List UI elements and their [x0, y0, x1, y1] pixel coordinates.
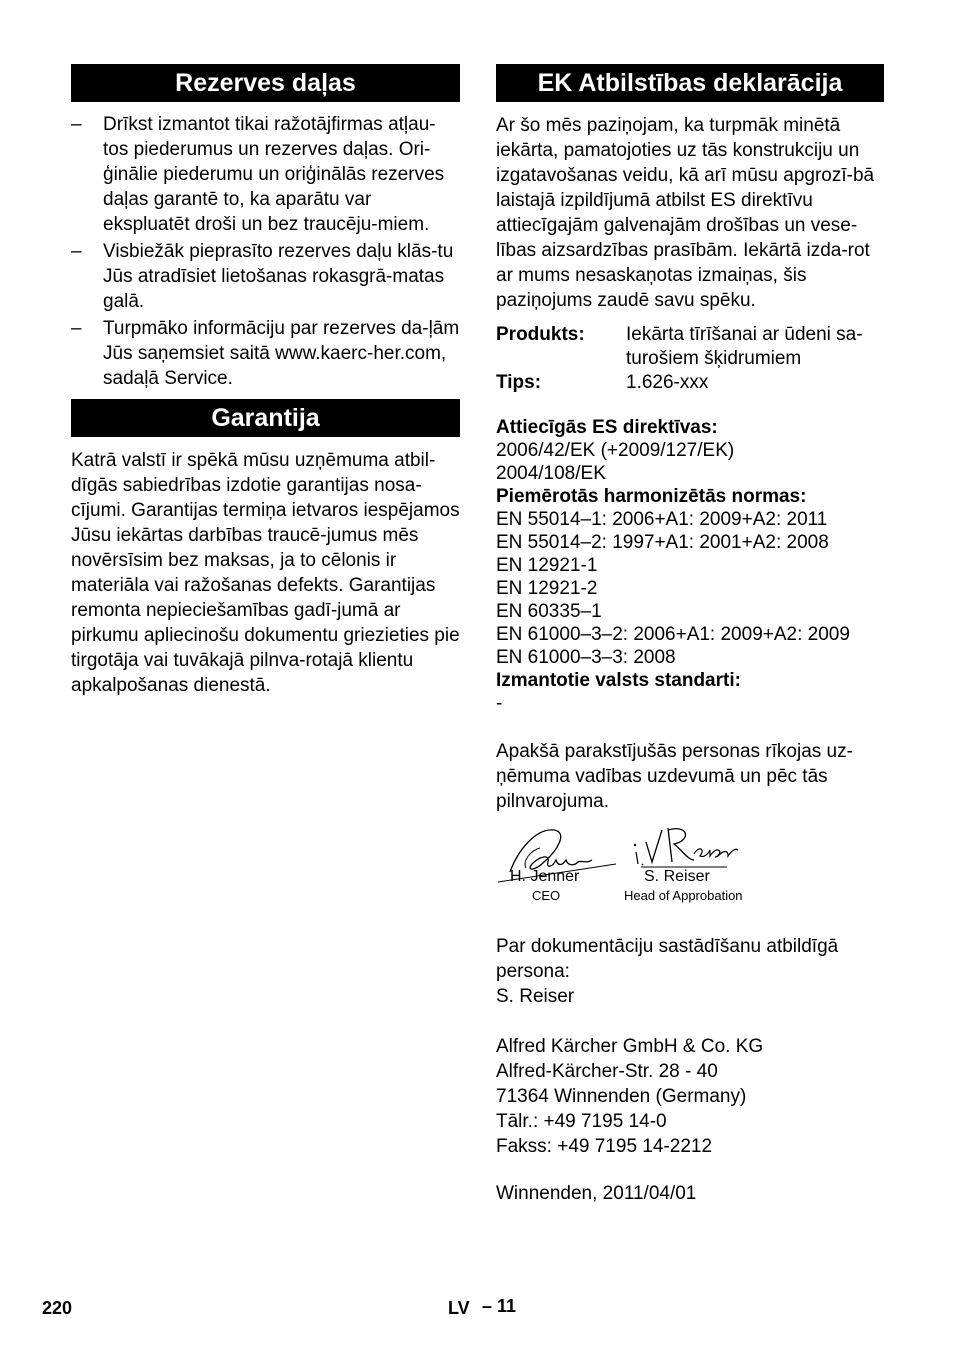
type-value: 1.626-xxx [626, 372, 709, 393]
list-item [71, 239, 460, 314]
list-item-text: Drīkst izmantot tikai ražotājfirmas atļau-tos piederumus un rezerves daļas. Ori-ģinālie piederumu un oriģinālās rezerves daļas garantē to, ka aparātu var ekspluatēt droši un bez traucēju-miem. [103, 114, 445, 235]
norm-item: EN 61000–3–2: 2006+A1: 2009+A2: 2009 [496, 624, 850, 645]
address-line: 71364 Winnenden (Germany) [496, 1086, 747, 1107]
page-number: 220 [42, 1298, 73, 1318]
signature-name-2: S. Reiser [644, 868, 710, 885]
national-label: Izmantotie valsts standarti: [496, 670, 741, 691]
dash-marker: – [71, 114, 82, 135]
doc-person-name: S. Reiser [496, 986, 575, 1007]
norms-label: Piemērotās harmonizētās normas: [496, 486, 807, 507]
directives-label: Attiecīgās ES direktīvas: [496, 417, 718, 438]
address-line: Alfred-Kärcher-Str. 28 - 40 [496, 1061, 718, 1082]
type-row [496, 371, 884, 395]
list-item-text: Visbiežāk pieprasīto rezerves daļu klās-tu Jūs atradīsiet lietošanas rokasgrā-matas galā. [103, 241, 454, 312]
declaration-intro: Ar šo mēs paziņojam, ka turpmāk minētā iekārta, pamatojoties uz tās konstrukciju un izgatavošanas veidu, kā arī mūsu apgrozī-bā laistajā izpildījumā atbilst ES direktīvu attiecīgajām galvenajām drošības un vese-lības aizsardzības prasībām. Iekārtā izda-rot ar mums nesaskaņotas izmaiņas, šis paziņojums zaudē savu spēku. [496, 115, 875, 311]
norm-item: EN 12921-2 [496, 578, 598, 599]
signature-title-1: CEO [532, 888, 561, 903]
norm-item: EN 55014–2: 1997+A1: 2001+A2: 2008 [496, 532, 829, 553]
address-block [496, 1034, 884, 1159]
section-page: – 11 [482, 1296, 517, 1316]
list-item [71, 112, 460, 237]
signature-title-2: Head of Approbation [624, 888, 743, 903]
address-line: Alfred Kärcher GmbH & Co. KG [496, 1036, 764, 1057]
left-column [71, 64, 460, 698]
spare-parts-heading: Rezerves daļas [71, 64, 460, 102]
dash-marker: – [71, 318, 82, 339]
list-item-text: Turpmāko informāciju par rezerves da-ļām Jūs saņemsiet saitā www.kaerc-her.com, sadaļā Service. [103, 318, 460, 389]
warranty-heading: Garantija [71, 399, 460, 437]
national-value: - [496, 693, 503, 714]
declaration-heading: EK Atbilstības deklarācija [496, 64, 884, 102]
directive-item: 2004/108/EK [496, 463, 606, 484]
address-line: Tālr.: +49 7195 14-0 [496, 1111, 667, 1132]
norm-item: EN 60335–1 [496, 601, 602, 622]
type-label: Tips: [496, 372, 542, 393]
spare-parts-list [71, 112, 460, 391]
signatories-text: Apakšā parakstījušās personas rīkojas uz-ņēmuma vadības uzdevumā un pēc tās pilnvarojuma. [496, 741, 853, 812]
norm-item: EN 55014–1: 2006+A1: 2009+A2: 2011 [496, 509, 828, 530]
right-column [496, 64, 884, 1206]
doc-person-text: Par dokumentāciju sastādīšanu atbildīgā persona: [496, 936, 839, 982]
product-value: Iekārta tīrīšanai ar ūdeni sa-turošiem šķidrumiem [626, 324, 863, 369]
directive-item: 2006/42/EK (+2009/127/EK) [496, 440, 735, 461]
dash-marker: – [71, 241, 82, 262]
product-row [496, 323, 884, 371]
signature-name-1: H. Jenner [510, 868, 580, 885]
signature-block [496, 820, 884, 925]
address-line: Fakss: +49 7195 14-2212 [496, 1136, 713, 1157]
warranty-text: Katrā valstī ir spēkā mūsu uzņēmuma atbil-dīgās sabiedrības izdotie garantijas nosa-cījumi. Garantijas termiņa ietvaros iespējamos Jūsu iekārtas darbības traucē-jumus mēs novērsīsim bez maksas, ja to cēlonis ir materiāla vai ražošanas defekts. Garantijas remonta nepieciešamības gadī-jumā ar pirkumu apliecinošu dokumentu griezieties pie tirgotāja vai tuvākajā pilnva-rotajā klientu apkalpošanas dienestā. [71, 450, 460, 696]
directives-block [496, 416, 884, 715]
list-item [71, 316, 460, 391]
product-info [496, 323, 884, 395]
product-label: Produkts: [496, 324, 585, 345]
place-date: Winnenden, 2011/04/01 [496, 1183, 697, 1204]
norm-item: EN 12921-1 [496, 555, 598, 576]
language-code: LV [448, 1298, 470, 1318]
norm-item: EN 61000–3–3: 2008 [496, 647, 676, 668]
